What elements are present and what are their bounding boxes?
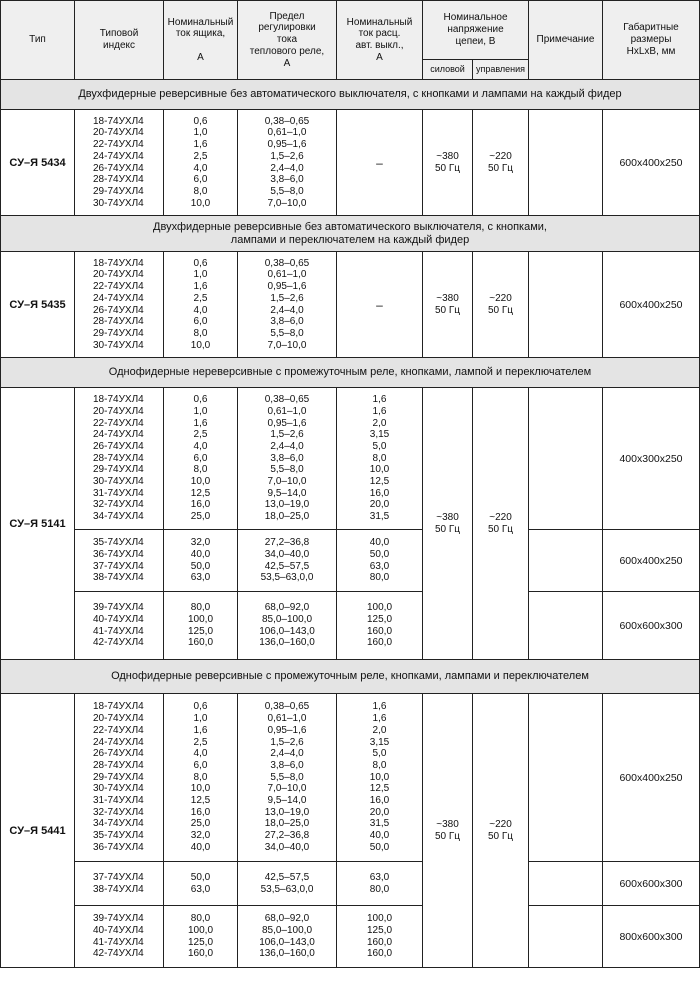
table-header [1, 1, 700, 80]
dimensions: 600х600х300 [603, 592, 700, 660]
index-list: 18-74УХЛ4 20-74УХЛ4 22-74УХЛ4 24-74УХЛ4 26-74УХЛ4 28-74УХЛ4 29-74УХЛ4 30-74УХЛ4 [93, 115, 144, 209]
type-label: СУ–Я 5434 [1, 110, 75, 216]
voltage-control: ~220 50 Гц [473, 110, 529, 216]
note-cell [529, 906, 603, 968]
header-relay-range: Предел регулировки тока теплового реле, А [238, 1, 337, 80]
voltage-control: ~220 50 Гц [473, 388, 529, 660]
index-list: 18-74УХЛ4 20-74УХЛ4 22-74УХЛ4 24-74УХЛ4 26-74УХЛ4 28-74УХЛ4 29-74УХЛ4 30-74УХЛ4 31-74УХЛ4 32-74УХЛ4 34-74УХЛ4 [93, 394, 144, 523]
header-index: Типовой индекс [75, 1, 164, 80]
type-label: СУ–Я 5441 [1, 694, 75, 968]
current-list: 50,0 63,0 [190, 871, 211, 895]
header-voltage-power: силовой [423, 60, 473, 80]
current-list: 80,0 100,0 125,0 160,0 [187, 602, 214, 649]
note-cell [529, 694, 603, 862]
current-list: 0,6 1,0 1,6 2,5 4,0 6,0 8,0 10,0 12,5 16,0 25,0 32,0 40,0 [190, 701, 211, 853]
range-list: 68,0–92,0 85,0–100,0 106,0–143,0 136,0–160,0 [259, 913, 315, 960]
index-list: 37-74УХЛ4 38-74УХЛ4 [93, 871, 144, 895]
range-list: 0,38–0,65 0,61–1,0 0,95–1,6 1,5–2,6 2,4–4,0 3,8–6,0 5,5–8,0 7,0–10,0 [264, 257, 310, 351]
dimensions: 600х600х300 [603, 862, 700, 906]
breaker-dash: – [337, 252, 423, 358]
note-cell [529, 388, 603, 530]
current-list: 80,0 100,0 125,0 160,0 [187, 913, 214, 960]
note-cell [529, 530, 603, 592]
range-list: 68,0–92,0 85,0–100,0 106,0–143,0 136,0–160,0 [259, 602, 315, 649]
breaker-dash: – [337, 110, 423, 216]
note-cell [529, 592, 603, 660]
header-box-current: Номинальный ток ящика, А [164, 1, 238, 80]
current-list: 0,6 1,0 1,6 2,5 4,0 6,0 8,0 10,0 12,5 16,0 25,0 [190, 394, 211, 523]
header-voltage: Номинальное напряжение цепеи, В [423, 1, 529, 60]
index-list: 35-74УХЛ4 36-74УХЛ4 37-74УХЛ4 38-74УХЛ4 [93, 537, 144, 584]
index-list: 39-74УХЛ4 40-74УХЛ4 41-74УХЛ4 42-74УХЛ4 [93, 913, 144, 960]
section-title: Однофидерные нереверсивные с промежуточным реле, кнопками, лампой и переключателем [1, 358, 700, 388]
header-voltage-control: управления [473, 60, 529, 80]
dimensions: 600х400х250 [603, 110, 700, 216]
breaker-list: 1,6 1,6 2,0 3,15 5,0 8,0 10,0 12,5 16,0 20,0 31,5 40,0 50,0 [369, 701, 390, 853]
index-list: 18-74УХЛ4 20-74УХЛ4 22-74УХЛ4 24-74УХЛ4 26-74УХЛ4 28-74УХЛ4 29-74УХЛ4 30-74УХЛ4 [93, 257, 144, 351]
section-title: Однофидерные реверсивные с промежуточным реле, кнопками, лампами и переключателем [1, 660, 700, 694]
range-list: 27,2–36,8 34,0–40,0 42,5–57,5 53,5–63,0,0 [260, 537, 314, 584]
dimensions: 600х400х250 [603, 252, 700, 358]
range-list: 0,38–0,65 0,61–1,0 0,95–1,6 1,5–2,6 2,4–4,0 3,8–6,0 5,5–8,0 7,0–10,0 9,5–14,0 13,0–19,0 18,0–25,0 [264, 394, 310, 523]
header-dimensions: Габаритные размеры НхLхВ, мм [603, 1, 700, 80]
header-note: Примечание [529, 1, 603, 80]
dimensions: 600х400х250 [603, 694, 700, 862]
table-body [1, 80, 700, 968]
range-list: 42,5–57,5 53,5–63,0,0 [260, 871, 314, 895]
breaker-list: 63,0 80,0 [369, 871, 390, 895]
voltage-control: ~220 50 Гц [473, 252, 529, 358]
section-title: Двухфидерные реверсивные без автоматического выключателя, с кнопками, лампами и переключателем на каждый фидер [1, 216, 700, 252]
breaker-list: 100,0 125,0 160,0 160,0 [366, 913, 393, 960]
voltage-control: ~220 50 Гц [473, 694, 529, 968]
current-list: 32,0 40,0 50,0 63,0 [190, 537, 211, 584]
breaker-list: 1,6 1,6 2,0 3,15 5,0 8,0 10,0 12,5 16,0 20,0 31,5 [369, 394, 390, 523]
note-cell [529, 110, 603, 216]
header-type: Тип [1, 1, 75, 80]
range-list: 0,38–0,65 0,61–1,0 0,95–1,6 1,5–2,6 2,4–4,0 3,8–6,0 5,5–8,0 7,0–10,0 [264, 115, 310, 209]
index-list: 39-74УХЛ4 40-74УХЛ4 41-74УХЛ4 42-74УХЛ4 [93, 602, 144, 649]
voltage-power: ~380 50 Гц [423, 694, 473, 968]
dimensions: 800х600х300 [603, 906, 700, 968]
voltage-power: ~380 50 Гц [423, 388, 473, 660]
current-list: 0,6 1,0 1,6 2,5 4,0 6,0 8,0 10,0 [190, 257, 211, 351]
header-breaker-current: Номинальный ток расц. авт. выкл., А [337, 1, 423, 80]
index-list: 18-74УХЛ4 20-74УХЛ4 22-74УХЛ4 24-74УХЛ4 26-74УХЛ4 28-74УХЛ4 29-74УХЛ4 30-74УХЛ4 31-74УХЛ4 32-74УХЛ4 34-74УХЛ4 35-74УХЛ4 36-74УХЛ4 [93, 701, 144, 853]
dimensions: 400х300х250 [603, 388, 700, 530]
breaker-list: 40,0 50,0 63,0 80,0 [369, 537, 390, 584]
voltage-power: ~380 50 Гц [423, 110, 473, 216]
dimensions: 600х400х250 [603, 530, 700, 592]
breaker-list: 100,0 125,0 160,0 160,0 [366, 602, 393, 649]
current-list: 0,6 1,0 1,6 2,5 4,0 6,0 8,0 10,0 [190, 115, 211, 209]
voltage-power: ~380 50 Гц [423, 252, 473, 358]
type-label: СУ–Я 5141 [1, 388, 75, 660]
type-label: СУ–Я 5435 [1, 252, 75, 358]
range-list: 0,38–0,65 0,61–1,0 0,95–1,6 1,5–2,6 2,4–4,0 3,8–6,0 5,5–8,0 7,0–10,0 9,5–14,0 13,0–19,0 18,0–25,0 27,2–36,8 34,0–40,0 [264, 701, 310, 853]
note-cell [529, 862, 603, 906]
section-title: Двухфидерные реверсивные без автоматического выключателя, с кнопками и лампами на каждый фидер [1, 80, 700, 110]
note-cell [529, 252, 603, 358]
